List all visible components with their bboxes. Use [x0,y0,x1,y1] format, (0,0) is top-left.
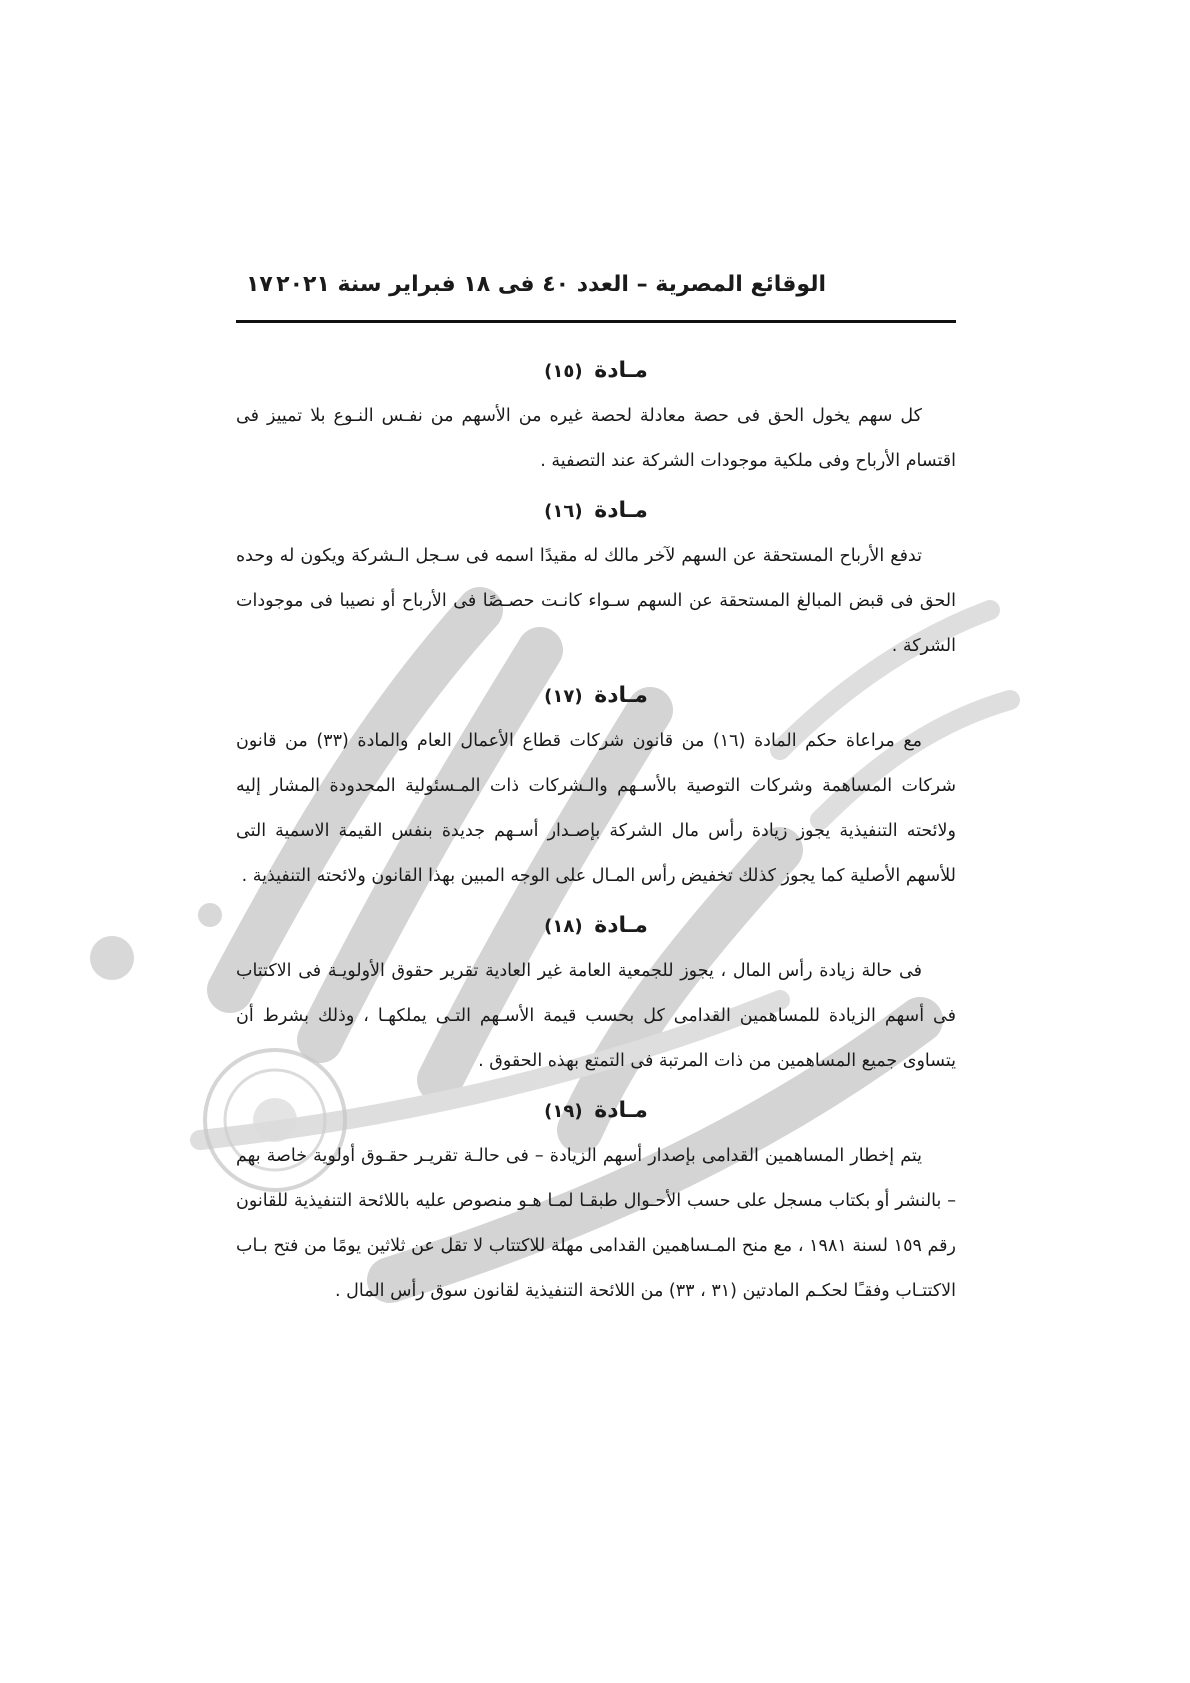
article-heading [236,352,956,390]
article-heading-word: مـادة [594,913,648,938]
article-text: فى حالة زيادة رأس المال ، يجوز للجمعية العامة غير العادية تقرير حقوق الأولويـة فى الاكتتاب فى أسهم الزيادة للمساهمين القدامى كل بحسب قيمة الأسـهم التـى يملكهـا ، وذلك بشرط أن يتساوى جميع المساهمين من ذات المرتبة فى التمتع بهذه الحقوق . [236,961,956,1071]
article-heading [236,1092,956,1130]
header-divider [236,320,956,323]
article-18 [236,907,956,1084]
article-heading [236,677,956,715]
page-number: ١٧ [246,272,273,297]
article-heading-word: مـادة [594,683,648,708]
gazette-title: الوقائع المصرية – العدد ٤٠ فى ١٨ فبراير سنة ٢٠٢١ [276,272,826,297]
article-heading [236,492,956,530]
articles-section [236,352,956,1322]
article-text: تدفع الأرباح المستحقة عن السهم لآخر مالك له مقيدًا اسمه فى سـجل الـشركة ويكون له وحده الحق فى قبض المبالغ المستحقة عن السهم سـواء كانـت حصـصًا فى الأرباح أو نصيبا فى موجودات الشركة . [236,546,956,656]
article-number: (١٦) [544,501,583,522]
article-17 [236,677,956,899]
gazette-page [236,0,956,1683]
article-19 [236,1092,956,1314]
article-number: (١٩) [544,1101,583,1122]
watermark-dot-icon [90,936,134,980]
article-heading-word: مـادة [594,358,648,383]
article-number: (١٧) [544,686,583,707]
article-heading-word: مـادة [594,498,648,523]
article-number: (١٨) [544,916,583,937]
article-16 [236,492,956,669]
article-15 [236,352,956,484]
watermark-dot-icon [198,903,222,927]
article-text: مع مراعاة حكم المادة (١٦) من قانون شركات قطاع الأعمال العام والمادة (٣٣) من قانون شركات المساهمة وشركات التوصية بالأسـهم والـشركات ذات المـسئولية المحدودة المشار إليه ولائحته التنفيذية يجوز زيادة رأس مال الشركة بإصـدار أسـهم جديدة بنفس القيمة الاسمية التى للأسهم الأصلية كما يجوز كذلك تخفيض رأس المـال على الوجه المبين بهذا القانون ولائحته التنفيذية . [236,731,956,886]
article-text: يتم إخطار المساهمين القدامى بإصدار أسهم الزيادة – فى حالـة تقريـر حقـوق أولوية خاصة بهم – بالنشر أو بكتاب مسجل على حسب الأحـوال طبقـا لمـا هـو منصوص عليه باللائحة التنفيذية للقانون رقم ١٥٩ لسنة ١٩٨١ ، مع منح المـساهمين القدامى مهلة للاكتتاب لا تقل عن ثلاثين يومًا من فتح بـاب الاكتتـاب وفقـًا لحكـم المادتين (٣١ ، ٣٣) من اللائحة التنفيذية لقانون سوق رأس المال . [236,1146,956,1301]
page-header [236,272,956,312]
article-heading [236,907,956,945]
article-number: (١٥) [544,361,583,382]
article-heading-word: مـادة [594,1098,648,1123]
article-text: كل سهم يخول الحق فى حصة معادلة لحصة غيره من الأسهم من نفـس النـوع بلا تمييز فى اقتسام الأرباح وفى ملكية موجودات الشركة عند التصفية . [236,406,956,471]
